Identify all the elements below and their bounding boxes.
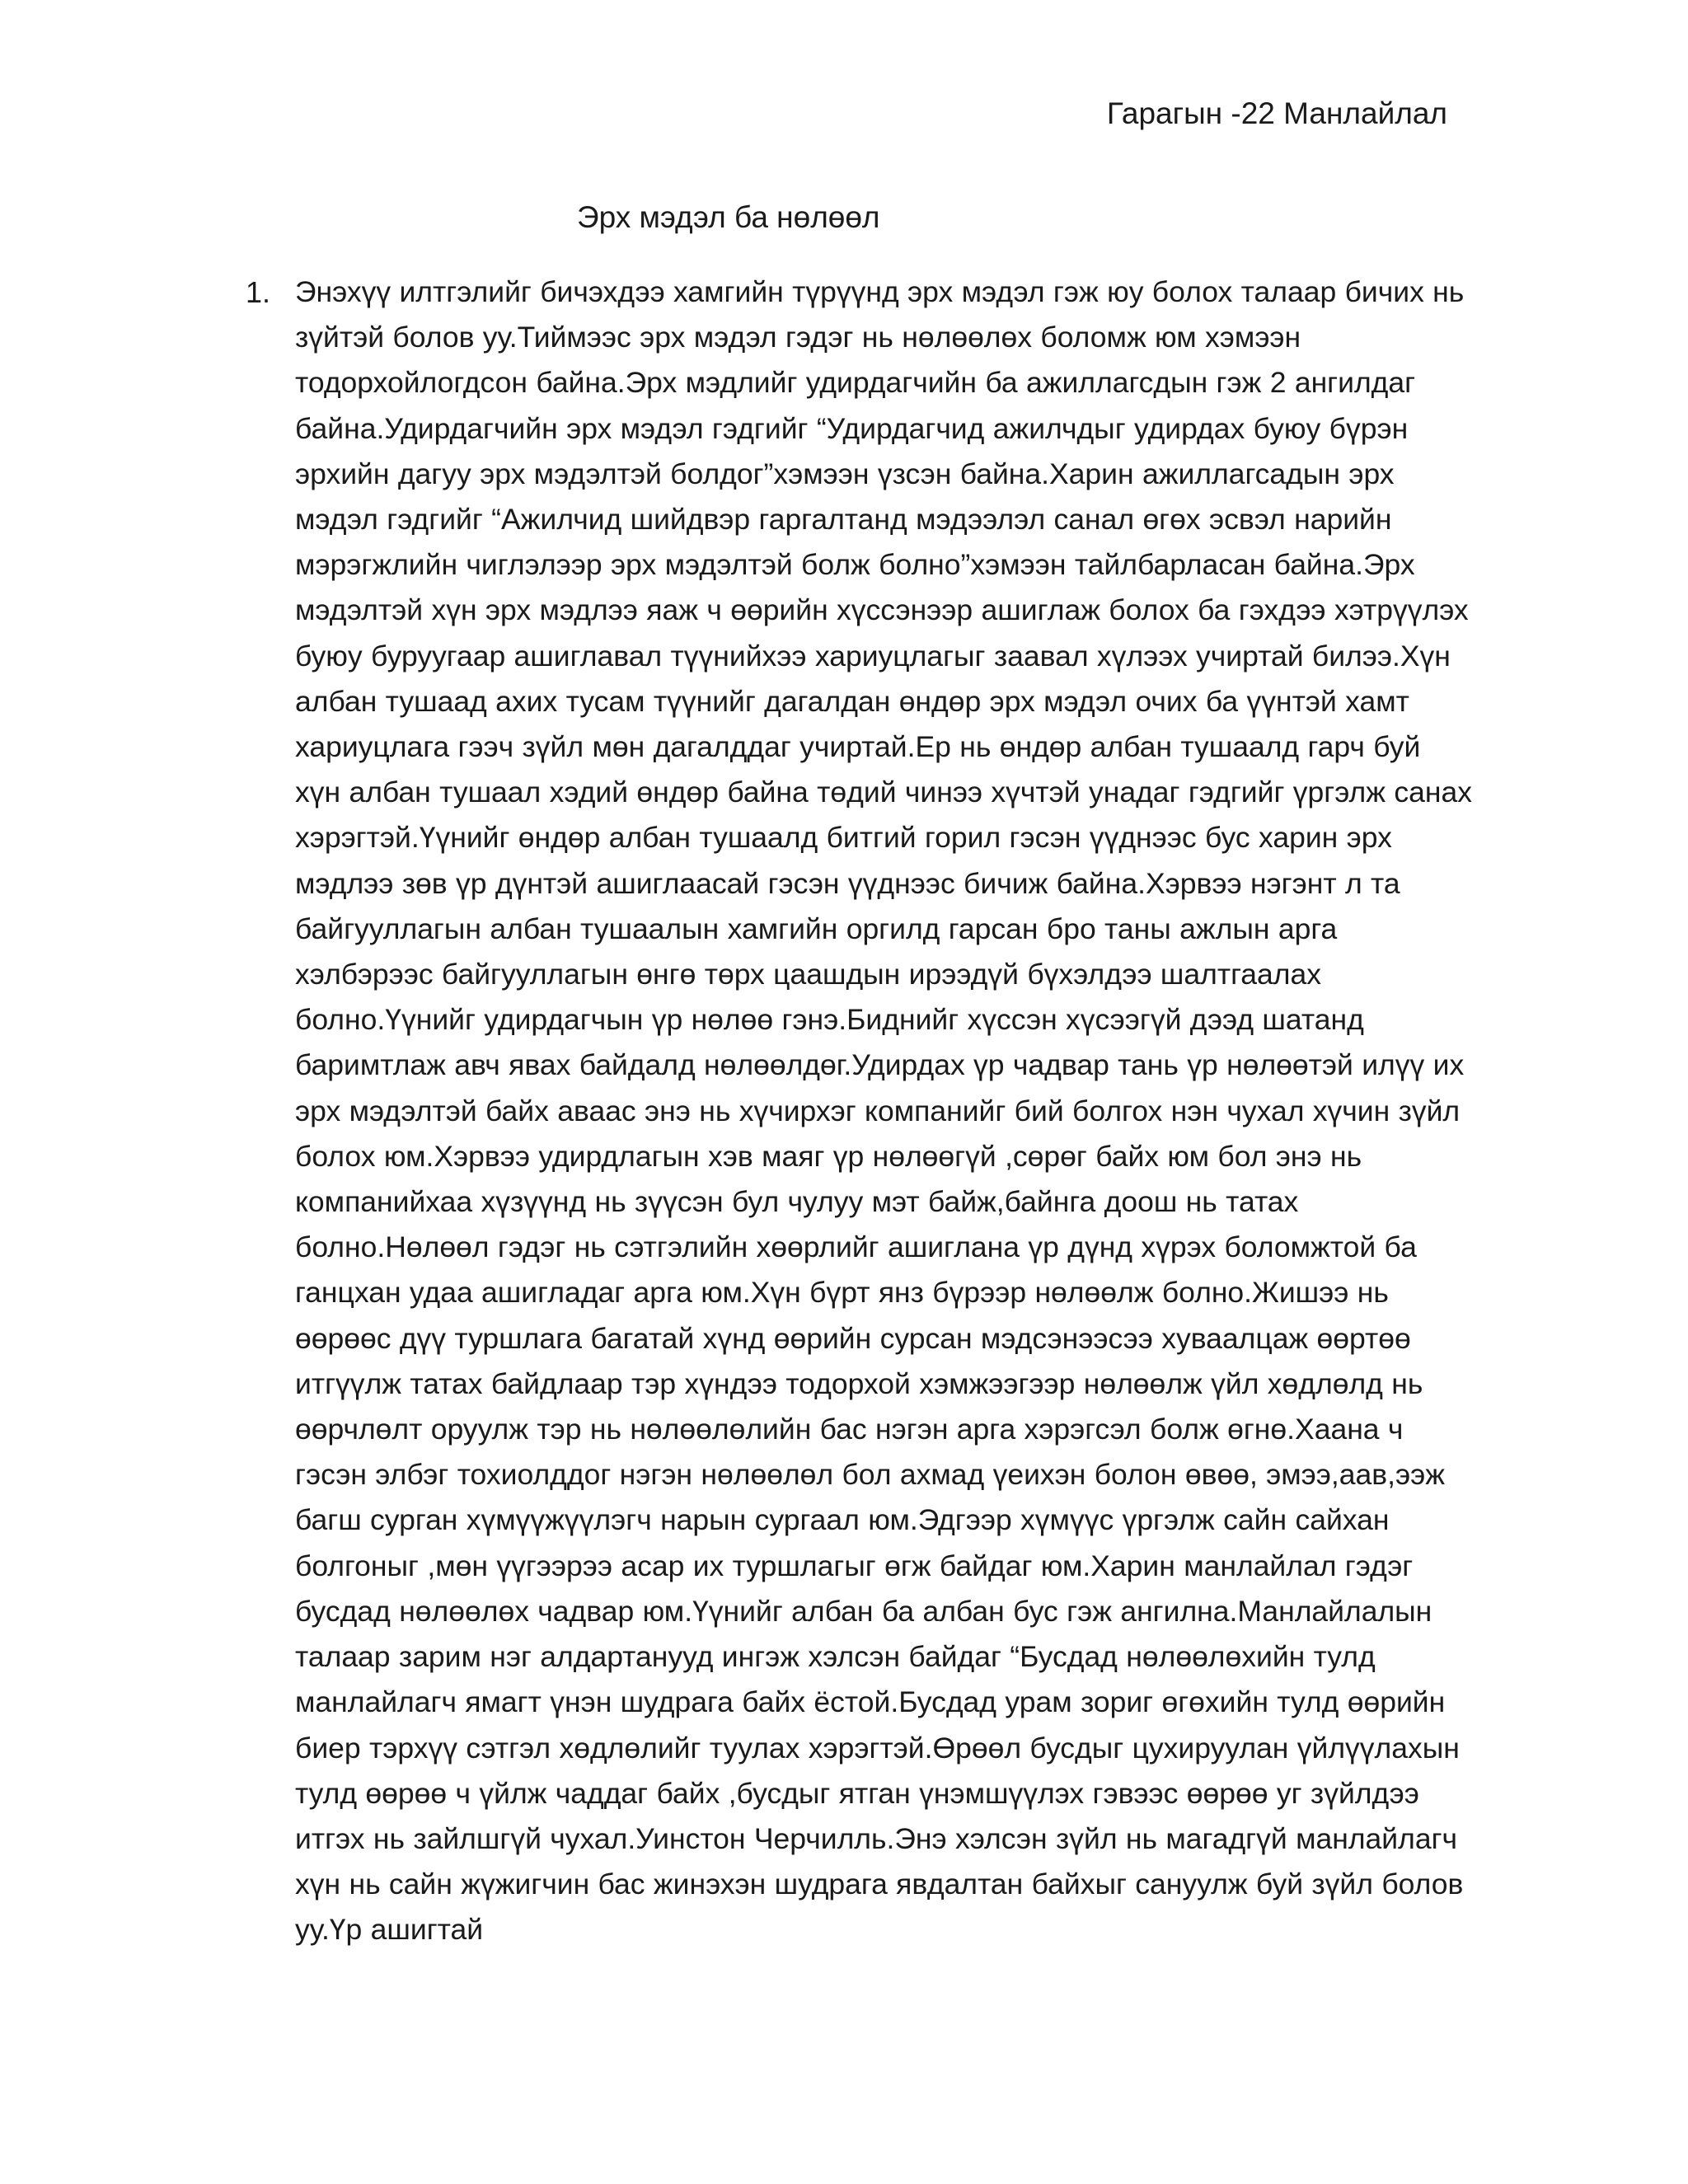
document-title: Эрх мэдэл ба нөлөөл xyxy=(577,200,880,234)
list-item-number: 1. xyxy=(246,275,271,309)
page-header: Гарагын -22 Манлайлал xyxy=(1106,96,1447,130)
list-item xyxy=(246,269,1474,1953)
list-item-text: Энэхүү илтгэлийг бичэхдээ хамгийн түрүүнд эрх мэдэл гэж юу болох талаар бичих нь зүйтэй болов уу.Тиймээс эрх мэдэл гэдэг нь нөлөөлөх боломж юм хэмээн тодорхойлогдсон байна.Эрх мэдлийг удирдагчийн ба ажиллагсдын гэж 2 ангилдаг байна.Удирдагчийн эрх мэдэл гэдгийг “Удирдагчид ажилчдыг удирдах буюу бүрэн эрхийн дагуу эрх мэдэлтэй болдог”хэмээн үзсэн байна.Харин ажиллагсадын эрх мэдэл гэдгийг “Ажилчид шийдвэр гаргалтанд мэдээлэл санал өгөх эсвэл нарийн мэрэгжлийн чиглэлээр эрх мэдэлтэй болж болно”хэмээн тайлбарласан байна.Эрх мэдэлтэй хүн эрх мэдлээ яаж ч өөрийн хүссэнээр ашиглаж болох ба гэхдээ хэтрүүлэх буюу буруугаар ашиглавал түүнийхээ хариуцлагыг заавал хүлээх учиртай билээ.Хүн албан тушаад ахих тусам түүнийг дагалдан өндөр эрх мэдэл очих ба үүнтэй хамт хариуцлага гээч зүйл мөн дагалддаг учиртай.Ер нь өндөр албан тушаалд гарч буй хүн албан тушаал хэдий өндөр байна төдий чинээ хүчтэй унадаг гэдгийг үргэлж санах хэрэгтэй.Үүнийг өндөр албан тушаалд битгий горил гэсэн үүднээс бус харин эрх мэдлээ зөв үр дүнтэй ашиглаасай гэсэн үүднээс бичиж байна.Хэрвээ нэгэнт л та байгууллагын албан тушаалын хамгийн оргилд гарсан бро таны ажлын арга хэлбэрээс байгууллагын өнгө төрх цаашдын ирээдүй бүхэлдээ шалтгаалах болно.Үүнийг удирдагчын үр нөлөө гэнэ.Биднийг хүссэн хүсээгүй дээд шатанд баримтлаж авч явах байдалд нөлөөлдөг.Удирдах үр чадвар тань үр нөлөөтэй илүү их эрх мэдэлтэй байх аваас энэ нь хүчирхэг компанийг бий болгох нэн чухал хүчин зүйл болох юм.Хэрвээ удирдлагын хэв маяг үр нөлөөгүй ,сөрөг байх юм бол энэ нь компанийхаа хүзүүнд нь зүүсэн бул чулуу мэт байж,байнга доош нь татах болно.Нөлөөл гэдэг нь сэтгэлийн хөөрлийг ашиглана үр дүнд хүрэх боломжтой ба ганцхан удаа ашигладаг арга юм.Хүн бүрт янз бүрээр нөлөөлж болно.Жишээ нь өөрөөс дүү туршлага багатай хүнд өөрийн сурсан мэдсэнээсээ хуваалцаж өөртөө итгүүлж татах байдлаар тэр хүндээ тодорхой хэмжээгээр нөлөөлж үйл хөдлөлд нь өөрчлөлт оруулж тэр нь нөлөөлөлийн бас нэгэн арга хэрэгсэл болж өгнө.Хаана ч гэсэн элбэг тохиолддог нэгэн нөлөөлөл бол ахмад үеихэн болон өвөө, эмээ,аав,ээж багш сурган хүмүүжүүлэгч нарын сургаал юм.Эдгээр хүмүүс үргэлж сайн сайхан болгоныг ,мөн үүгээрээ асар их туршлагыг өгж байдаг юм.Харин манлайлал гэдэг бусдад нөлөөлөх чадвар юм.Үүнийг албан ба албан бус гэж ангилна.Манлайлалын талаар зарим нэг алдартанууд ингэж хэлсэн байдаг “Бусдад нөлөөлөхийн тулд манлайлагч ямагт үнэн шудрага байх ёстой.Бусдад урам зориг өгөхийн тулд өөрийн биер тэрхүү сэтгэл хөдлөлийг туулах хэрэгтэй.Өрөөл бусдыг цухируулан үйлүүлахын тулд өөрөө ч үйлж чаддаг байх ,бусдыг ятган үнэмшүүлэх гэвээс өөрөө уг зүйлдээ итгэх нь зайлшгүй чухал.Уинстон Черчилль.Энэ хэлсэн зүйл нь магадгүй манлайлагч хүн нь сайн жүжигчин бас жинэхэн шудрага явдалтан байхыг сануулж буй зүйл болов уу.Үр ашигтай xyxy=(295,275,1472,1947)
